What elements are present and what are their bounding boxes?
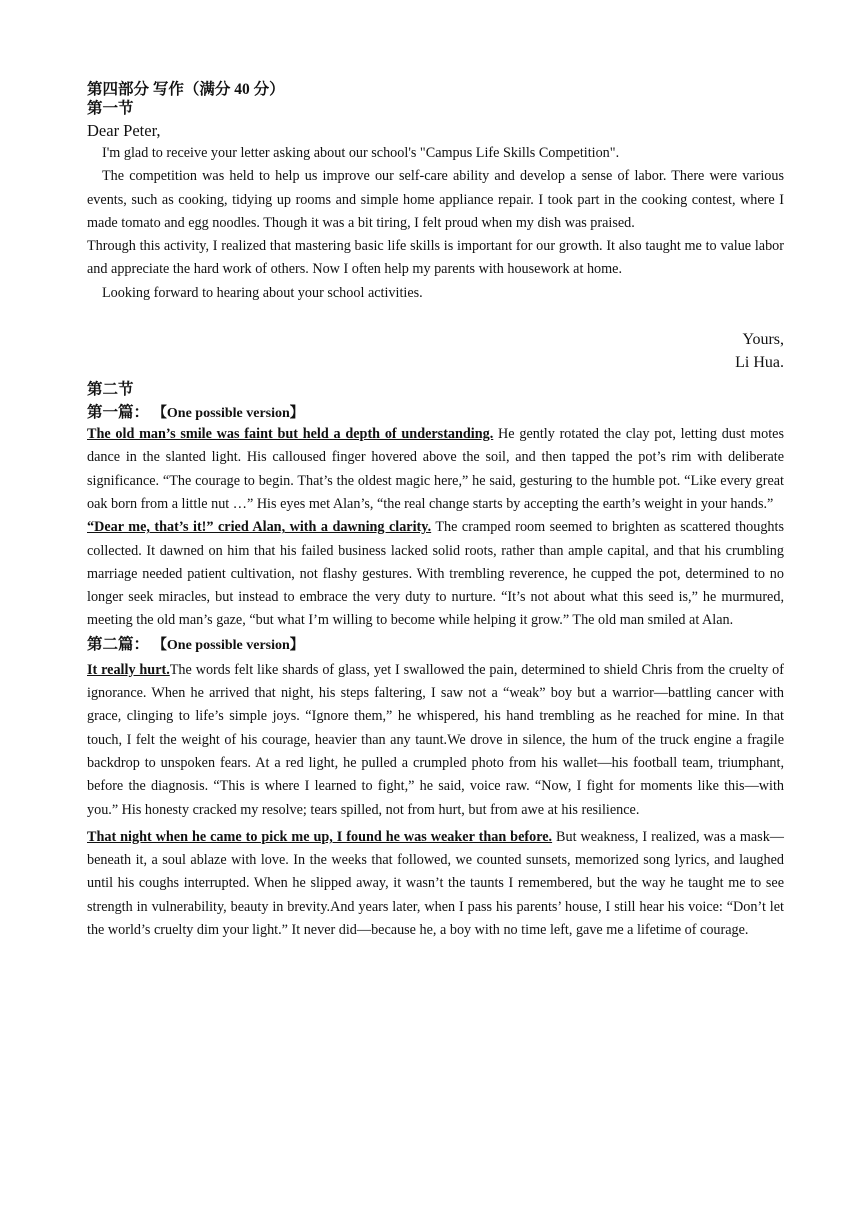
essay2-para2-body: But weakness, I realized, was a mask—beneath it, a soul ablaze with love. In the weeks that followed, we counted sunsets, memorized song lyrics, and laughed until his coughs interrupted. When he slipped away, it wasn’t the taunts I remembered, but the way he taught me to see strength in vulnerability, beauty in brevity.And years later, when I pass his parents’ house, I still hear his voice: “Don’t let the world’s cruelty dim your light.” It never did—because he, a boy with no time left, gave me a lifetime of courage.	[87, 828, 784, 939]
essay1-para1-body: He gently rotated the clay pot, letting dust motes dance in the slanted light. His calloused finger hovered above the soil, and then tapped the pot’s rim with deliberate significance. “The courage to begin. That’s the oldest magic here,” he said, gesturing to the humble pot. “Like every great oak born from a little nut …” His eyes met Alan’s, “the real change starts by accepting the earth’s weight in your hands.”	[87, 426, 785, 512]
letter-paragraph-4: Looking forward to hearing about your school activities.	[102, 284, 423, 301]
letter-greeting: Dear Peter,	[87, 121, 161, 140]
document-page	[87, 80, 784, 942]
essay2-version: 【One possible version】	[152, 637, 304, 653]
letter-paragraph-1: I'm glad to receive your letter asking about our school's "Campus Life Skills Competition".	[102, 145, 620, 161]
essay1-version: 【One possible version】	[152, 406, 304, 422]
essay1-para2-lead: “Dear me, that’s it!” cried Alan, with a dawning clarity.	[87, 519, 432, 536]
essay2-paragraph-1	[87, 659, 784, 822]
part-heading: 第四部分 写作（满分 40 分）	[87, 81, 285, 98]
essay2-label: 第二篇：	[87, 635, 150, 653]
letter-closing: Yours,	[742, 331, 784, 349]
essay1-para1-lead: The old man’s smile was faint but held a depth of understanding.	[87, 426, 494, 443]
essay1-paragraph-2	[87, 516, 784, 632]
essay2-paragraph-2	[87, 826, 784, 942]
essay1-header	[87, 403, 784, 423]
essay1-paragraph-1	[87, 423, 784, 516]
essay2-para1-body: The words felt like shards of glass, yet I swallowed the pain, determined to shield Chris from the cruelty of ignorance. When he arrived that night, his steps faltering, I saw not a “weak” boy but a warrior—battling cancer with grace, clinging to life’s simple joys. “Ignore them,” he whispered, his hand trembling as he reached for mine. In that touch, I felt the weight of his courage, heavier than any taunt.We drove in silence, the hum of the truck engine a fragile backdrop to unspoken fears. At a red light, he pulled a crumpled photo from his wallet—his football team, triumphant, before the diagnosis. “This is where I learned to fight,” he said, voice raw. “Now, I fight for moments like this—with you.” His honesty cracked my resolve; tears spilled, not from hurt, but from awe at his resilience.	[87, 661, 784, 818]
letter-paragraph-3: Through this activity, I realized that mastering basic life skills is important for our growth. It also taught me to value labor and appreciate the hard work of others. Now I often help my parents with housework at home.	[87, 238, 784, 278]
essay1-label: 第一篇：	[87, 404, 150, 422]
section2-heading: 第二节	[87, 381, 134, 399]
section1-heading: 第一节	[87, 100, 134, 117]
essay2-para2-lead: That night when he came to pick me up, I found he was weaker than before.	[87, 828, 553, 845]
essay1-para2-body: The cramped room seemed to brighten as scattered thoughts collected. It dawned on him that his failed business lacked solid roots, rather than ample capital, and that his crumbling marriage needed patient cultivation, not flashy gestures. With trembling reverence, he cupped the pot, determined to no longer seek miracles, but instead to embrace the very duty to nurture. “It’s not about what this seed is,” he murmured, meeting the old man’s gaze, “but what I’m willing to become while helping it grow.” The old man smiled at Alan.	[87, 519, 784, 629]
letter-paragraph-2: The competition was held to help us improve our self-care ability and develop a sense of labor. There were various events, such as cooking, tidying up rooms and simple home appliance repair. I took part in the cooking contest, where I made tomato and egg noodles. Though it was a bit tiring, I felt proud when my dish was praised.	[87, 168, 784, 231]
essay2-header	[87, 635, 784, 655]
letter-signature: Li Hua.	[735, 354, 784, 372]
essay2-para1-lead: It really hurt.	[87, 661, 170, 678]
